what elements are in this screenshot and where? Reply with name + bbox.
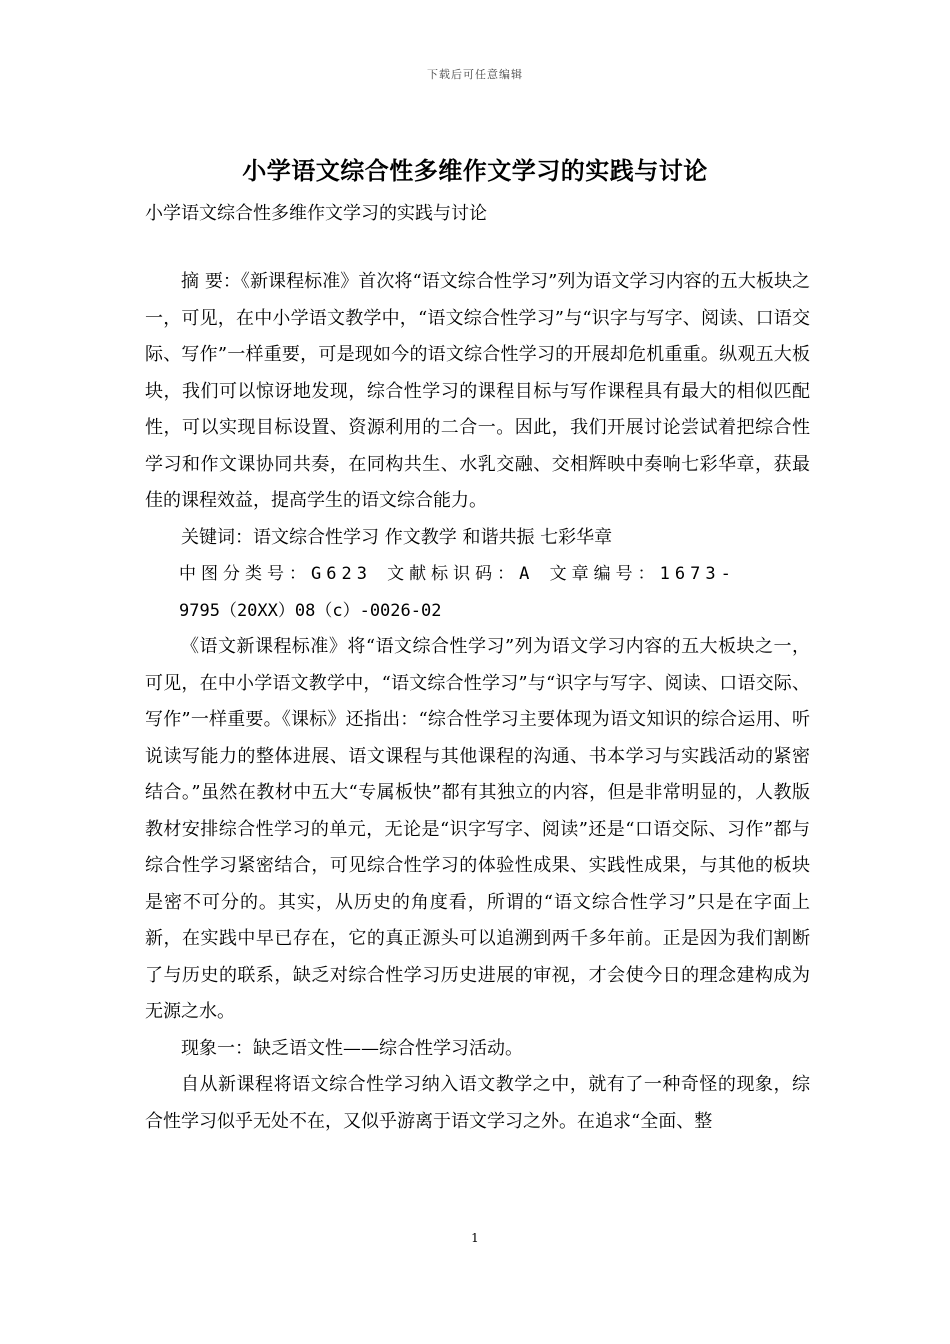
- classification-line: 中图分类号：G623 文献标识码：A 文章编号：1673-: [179, 564, 736, 584]
- keywords-line: 关键词：语文综合性学习 作文教学 和谐共振 七彩华章: [181, 526, 613, 548]
- abstract-paragraph: 摘 要：《新课程标准》首次将“语文综合性学习”列为语文学习内容的五大板块之一，可见，在中小学语文教学中，“语文综合性学习”与“识字与写字、阅读、口语交际、写作”一样重要，可是现如今的语文综合性学习的开展却危机重重。纵观五大板块，我们可以惊讶地发现，综合性学习的课程目标与写作课程具有最大的相似匹配性，可以实现目标设置、资源利用的二合一。因此，我们开展讨论尝试着把综合性学习和作文课协同共奏，在同构共生、水乳交融、交相辉映中奏响七彩华章，获最佳的课程效益，提高学生的语文综合能力。: [145, 271, 810, 511]
- section-heading: 现象一：缺乏语文性——综合性学习活动。: [181, 1037, 523, 1059]
- header-note: 下载后可任意编辑: [427, 68, 523, 81]
- document-title: 小学语文综合性多维作文学习的实践与讨论: [242, 156, 708, 185]
- page-number: 1: [471, 1231, 479, 1245]
- document-subtitle: 小学语文综合性多维作文学习的实践与讨论: [145, 203, 487, 224]
- document-body: [145, 264, 810, 1140]
- body-paragraph: 《语文新课程标准》将“语文综合性学习”列为语文学习内容的五大板块之一，可见，在中小学语文教学中，“语文综合性学习”与“识字与写字、阅读、口语交际、写作”一样重要。《课标》还指出：“综合性学习主要体现为语文知识的综合运用、听说读写能力的整体进展、语文课程与其他课程的沟通、书本学习与实践活动的紧密结合。”虽然在教材中五大“专属板快”都有其独立的内容，但是非常明显的，人教版教材安排综合性学习的单元，无论是“识字写字、阅读”还是“口语交际、习作”都与综合性学习紧密结合，可见综合性学习的体验性成果、实践性成果，与其他的板块是密不可分的。其实，从历史的角度看，所谓的“语文综合性学习”只是在字面上新，在实践中早已存在，它的真正源头可以追溯到两千多年前。正是因为我们割断了与历史的联系，缺乏对综合性学习历史进展的审视，才会使今日的理念建构成为无源之水。: [145, 636, 810, 1022]
- classification-line-continued: 9795（20XX）08（c）-0026-02: [179, 600, 442, 621]
- body-paragraph: 自从新课程将语文综合性学习纳入语文教学之中，就有了一种奇怪的现象，综合性学习似乎无处不在，又似乎游离于语文学习之外。在追求“全面、整: [145, 1074, 810, 1132]
